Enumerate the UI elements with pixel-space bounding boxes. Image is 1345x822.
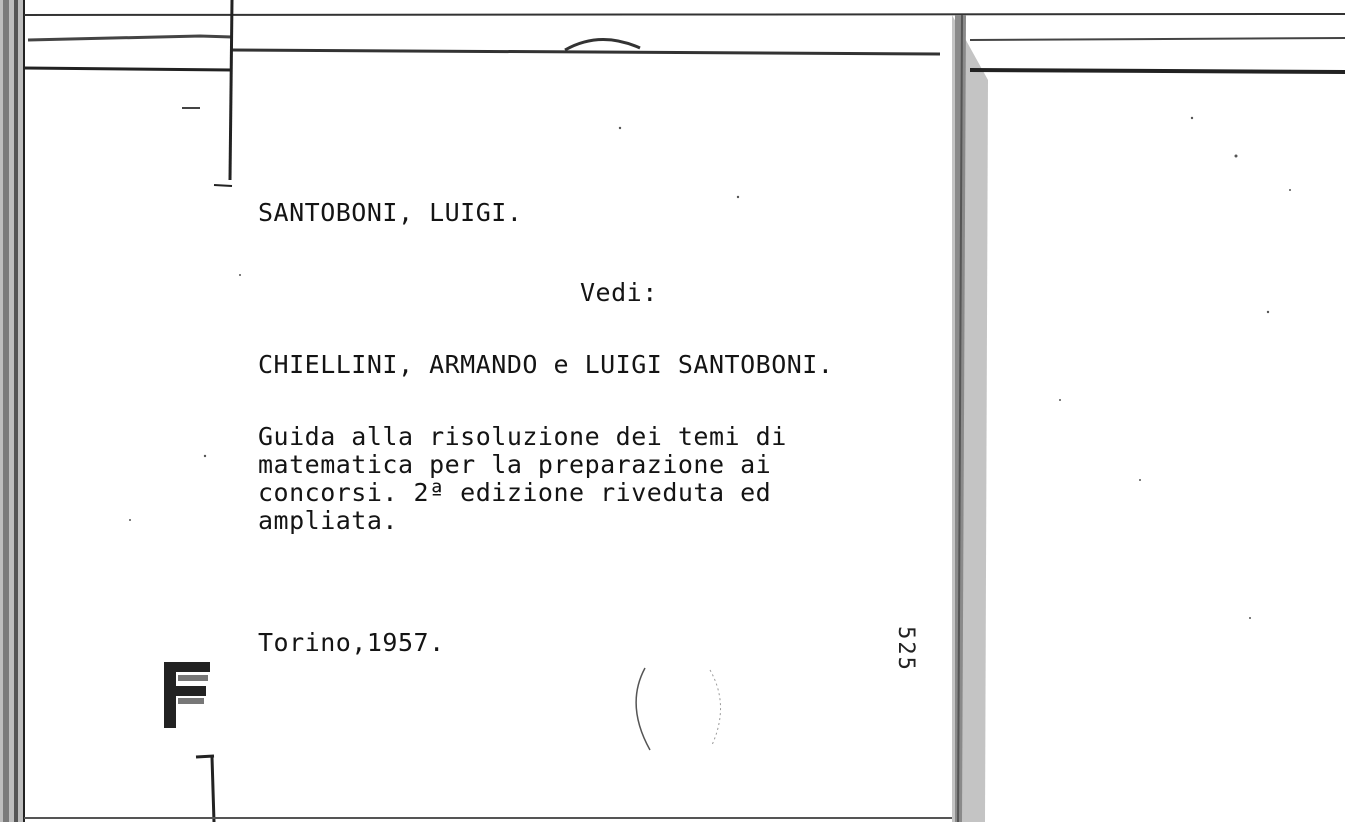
description-line: ampliata. [258, 506, 398, 535]
author-heading: SANTOBONI, LUIGI. [258, 198, 523, 227]
see-reference-label: Vedi: [580, 278, 658, 307]
title-description [258, 423, 918, 535]
imprint-place-date: Torino,1957. [258, 628, 445, 657]
description-line: Guida alla risoluzione dei temi di [258, 422, 787, 451]
description-line: matematica per la preparazione ai [258, 450, 772, 479]
description-line: concorsi. 2ª edizione riveduta ed [258, 478, 772, 507]
cross-reference-entry: CHIELLINI, ARMANDO e LUIGI SANTOBONI. [258, 350, 834, 379]
shelfmark-number: 525 [893, 626, 918, 672]
